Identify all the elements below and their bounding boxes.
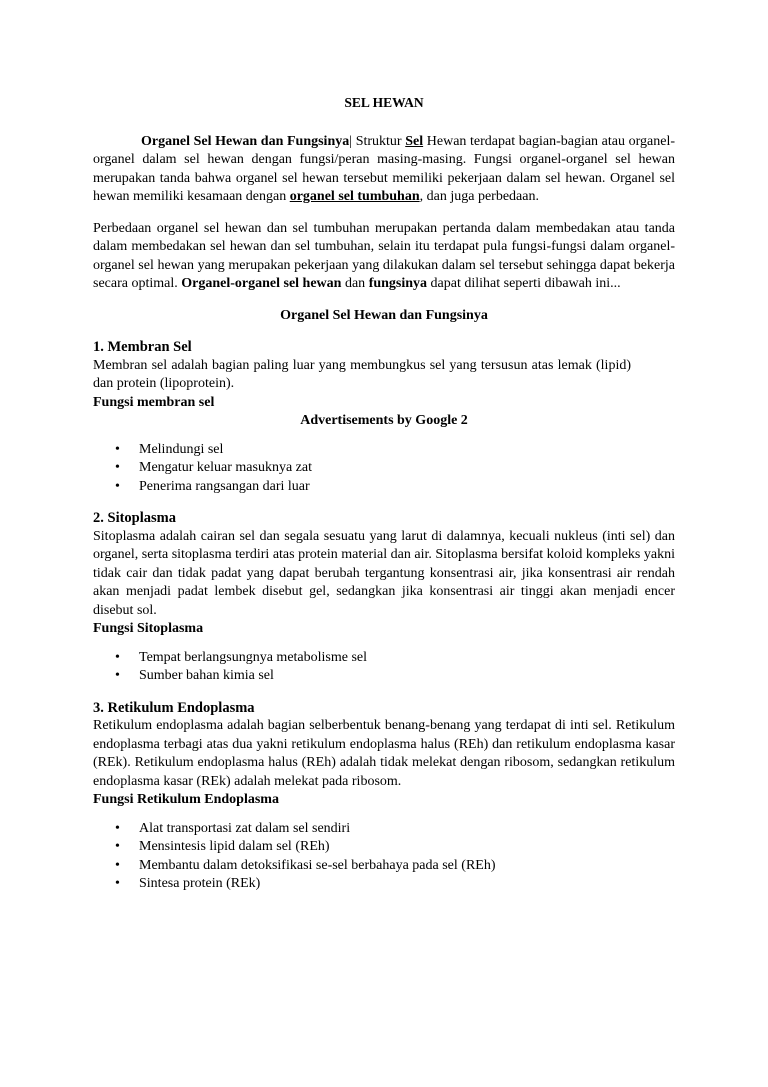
intro-text-a: Struktur [352,133,406,149]
section-body-retikulum-endoplasma: Retikulum endoplasma adalah bagian selberbentuk benang-benang yang terdapat di inti sel. Retikulum endoplasma terbagi atas dua yakni retikulum endoplasma halus (REh) dan retikulum endoplasma kasar (REk). Retikulum endoplasma halus (REh) adalah tidak melekat dengan ribosom, sedangkan retikulum endoplasma kasar (REk) adalah melekat pada ribosom. [93,718,675,789]
p2-text-a: Perbedaan organel sel hewan dan sel tumbuhan merupakan pertanda dalam membedakan atau tanda dalam membedakan sel hewan dan sel tumbuhan, selain itu terdapat pula fungsi-fungsi dalam organel-organel sel hewan yang merupakan pekerjaan yang dilakukan dalam sel tersebut sehingga dapat bekerja secara optimal. [93,220,675,291]
fungsi-heading-membran-sel: Fungsi membran sel [93,394,215,410]
ads-label[interactable]: Advertisements by Google 2 [300,413,468,428]
list-item: • Sumber bahan kimia sel [139,667,675,686]
list-item: • Mengatur keluar masuknya zat [139,459,675,478]
fungsi-list-sitoplasma [93,649,675,686]
intro-lead: Organel Sel Hewan dan Fungsinya [141,133,350,149]
list-item: • Alat transportasi zat dalam sel sendiri [139,820,675,839]
fungsi-heading-retikulum-endoplasma: Fungsi Retikulum Endoplasma [93,792,279,807]
section-body-sitoplasma: Sitoplasma adalah cairan sel dan segala sesuatu yang larut di dalamnya, kecuali nukleus (inti sel) dan organel, serta sitoplasma terdiri atas protein material dan air. Sitoplasma bersifat koloid kompleks yakni tidak cair dan tidak padat yang dapat berubah tergantung konsentrasi air, jika konsentrasi air rendah akan menjadi padat lembek disebut gel, sedangkan jika konsentrasi air tinggi akan menjadi encer disebut sol. [93,528,675,618]
list-item: • Penerima rangsangan dari luar [139,478,675,497]
intro-text-c: , dan juga perbedaan. [419,189,539,204]
p2-text-c: dapat dilihat seperti dibawah ini... [427,276,621,291]
document-page [93,94,675,894]
fungsi-heading-sitoplasma: Fungsi Sitoplasma [93,621,204,636]
list-item: • Membantu dalam detoksifikasi se-sel berbahaya pada sel (REh) [139,857,675,876]
section-heading-sitoplasma: 2. Sitoplasma [93,510,176,526]
intro-paragraph [93,133,675,207]
intro-text-b: Hewan terdapat bagian-bagian atau organel-organel dalam sel hewan dengan fungsi/peran masing-masing. Fungsi organel-organel sel hewan merupakan tanda bahwa organel sel hewan tersebut memiliki pekerjaan dalam sel hewan. Organel sel hewan memiliki kesamaan dengan [93,133,676,204]
fungsi-list-membran-sel [93,441,675,497]
section-heading-membran-sel: 1. Membran Sel [93,339,192,355]
list-item: • Tempat berlangsungnya metabolisme sel [139,649,675,668]
p2-bold-a: Organel-organel sel hewan [181,276,342,291]
list-item: • Melindungi sel [139,441,675,460]
section-heading-retikulum-endoplasma: 3. Retikulum Endoplasma [93,699,255,716]
intro-pipe: | [349,133,353,149]
p2-bold-b: fungsinya [368,276,428,291]
document-title: SEL HEWAN [344,95,424,110]
list-item: • Sintesa protein (REk) [139,875,675,894]
section-body-membran-sel: Membran sel adalah bagian paling luar yang membungkus sel yang tersusun atas lemak (lipid) dan protein (lipoprotein). [93,357,631,391]
list-item: • Mensintesis lipid dalam sel (REh) [139,838,675,857]
section-subtitle: Organel Sel Hewan dan Fungsinya [280,307,488,323]
paragraph-perbedaan [93,220,675,294]
p2-text-b: dan [341,276,369,291]
organel-sel-tumbuhan-link[interactable]: organel sel tumbuhan [289,189,420,204]
fungsi-list-retikulum-endoplasma [93,820,675,894]
sel-link[interactable]: Sel [405,133,424,149]
